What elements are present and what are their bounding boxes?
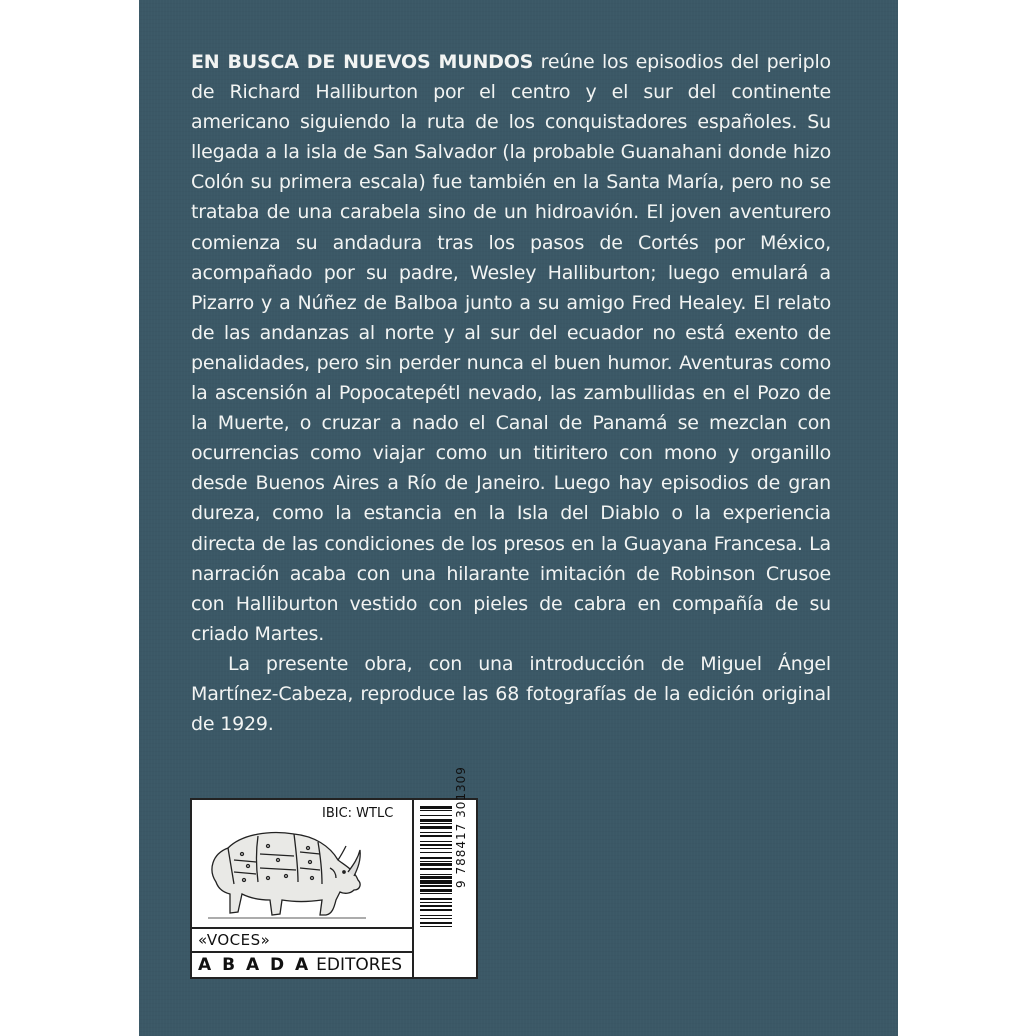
barcode-bar [420,863,452,866]
imprint-left-panel [192,800,414,977]
barcode-bar [420,826,452,830]
barcode-bar [420,918,452,919]
barcode-bar [420,926,452,927]
ibic-code: IBIC: WTLC [322,806,394,821]
publisher-name [198,955,402,975]
barcode-bar [420,874,452,875]
barcode-bar [420,835,452,838]
barcode-bar [420,876,452,879]
barcode-bar [420,806,452,809]
barcode-bar [420,823,452,824]
barcode-bar [420,832,452,833]
barcode-bar [420,848,452,849]
barcode-bar [420,861,452,862]
barcode-bar [420,844,452,847]
barcode-bar [420,893,452,894]
barcode-bar [420,868,452,869]
publisher-name-bold: A B A D A [198,955,311,975]
barcode-bar [420,857,452,860]
book-title: EN BUSCA DE NUEVOS MUNDOS [191,51,534,73]
isbn-digits: 9 788417 301309 [454,766,468,888]
series-name: «VOCES» [198,931,271,949]
barcode-bar [420,852,452,853]
barcode-bar [420,810,452,811]
series-row [192,927,412,951]
barcode-bar [420,898,452,899]
blurb-paragraph-2: La presente obra, con una introducción de Miguel Ángel Martínez-Cabeza, reproduce las 68 fotografías de la edición original de 1929. [191,652,831,736]
barcode-bar [420,841,452,842]
blurb-paragraph-1-text: reúne los episodios del periplo de Richard Halliburton por el centro y el sur del continente americano siguiendo la ruta de los conquistadores españoles. Su llegada a la isla de San Salvador (la probable Guanahani donde hizo Colón su primera escala) fue también en la Santa María, pero no se trataba de una carabela sino de un hidroavión. El joven aventurero comienza su andadura tras los pasos de Cortés por México, acompañado por su padre, Wesley Halliburton; luego emulará a Pizarro y a Núñez de Balboa junto a su amigo Fred Healey. El relato de las andanzas al norte y al sur del ecuador no está exento de penalidades, pero sin perder nunca el buen humor. Aventuras como la ascensión al Popocatepétl nevado, las zambullidas en el Pozo de la Muerte, o cruzar a nado el Canal de Panamá se mezclan con ocurrencias como viajar como un titiritero con mono y organillo desde Buenos Aires a Río de Janeiro. Luego hay episodios de gran dureza, como la estancia en la Isla del Diablo o la experiencia directa de las condiciones de los presos en la Guayana Francesa. La narración acaba con una hilarante imitación de Robinson Crusoe con Halliburton vestido con pieles de cabra en compañía de su criado Martes. [191,51,831,645]
blurb-text [191,47,831,739]
publisher-row [192,951,412,977]
barcode-bar [420,889,452,892]
barcode-bar [420,880,452,884]
barcode-bar [420,909,452,912]
rhino-icon [198,820,368,920]
barcode-bar [420,885,452,886]
imprint-box [190,766,478,979]
barcode-bar [420,902,452,903]
barcode-bar [420,819,452,822]
barcode-bar [420,915,452,916]
blurb-paragraph-1 [191,47,831,649]
barcode-bar [420,922,452,925]
barcode-bar [420,905,452,908]
publisher-name-rest: EDITORES [310,955,403,975]
barcode-bar [420,815,452,816]
